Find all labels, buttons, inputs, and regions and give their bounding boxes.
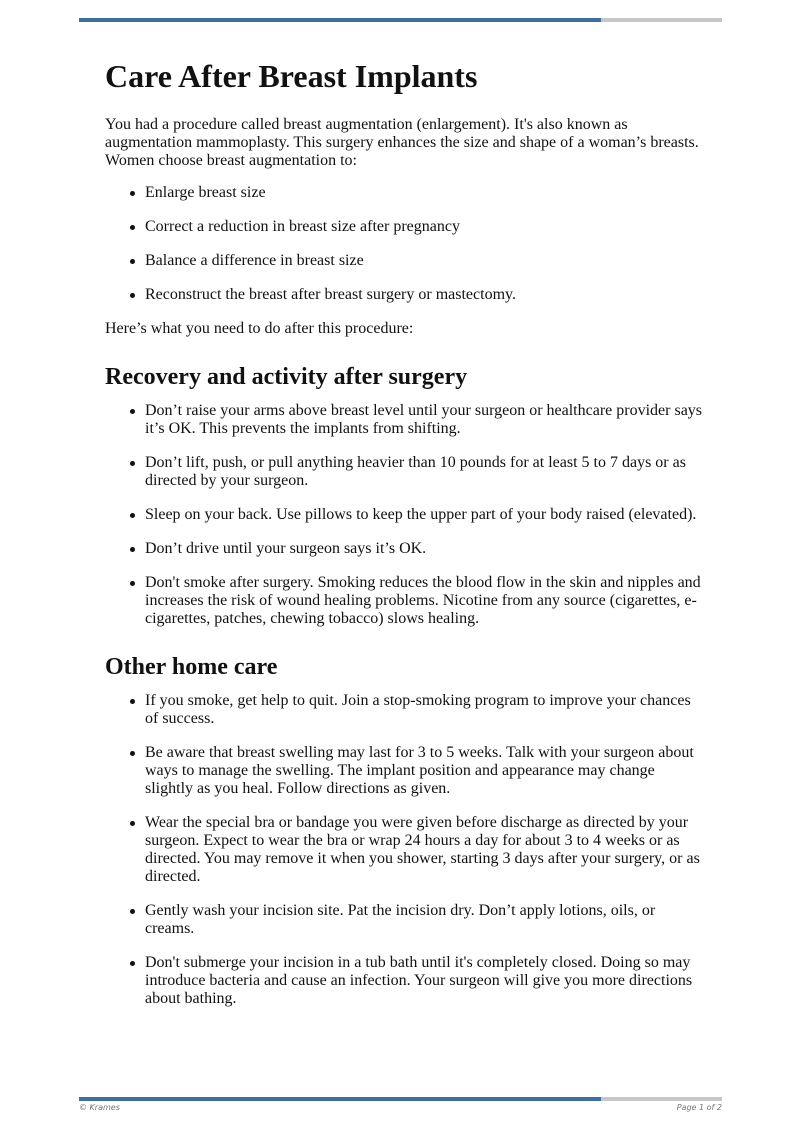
section-heading-recovery: Recovery and activity after surgery: [105, 364, 468, 390]
home-care-list: [105, 692, 705, 1008]
page-title: Care After Breast Implants: [105, 58, 478, 94]
list-item: Reconstruct the breast after breast surgery or mastectomy.: [145, 286, 705, 304]
intro-paragraph: You had a procedure called breast augmentation (enlargement). It's also known as augmentation mammoplasty. This surgery enhances the size and shape of a woman’s breasts. Women choose breast augmentation to:: [105, 116, 699, 169]
footer-rule-muted: [601, 1097, 722, 1101]
list-item: Sleep on your back. Use pillows to keep the upper part of your body raised (elevated).: [145, 506, 705, 524]
list-item: Balance a difference in breast size: [145, 252, 705, 270]
footer-copyright: © Krames: [79, 1103, 120, 1112]
section-heading-home-care: Other home care: [105, 654, 278, 680]
list-item: Don't smoke after surgery. Smoking reduces the blood flow in the skin and nipples and increases the risk of wound healing problems. Nicotine from any source (cigarettes, e-cigarettes, patches, chewing tobacco) slows healing.: [145, 574, 705, 628]
list-item: Wear the special bra or bandage you were given before discharge as directed by your surgeon. Expect to wear the bra or wrap 24 hours a day for about 3 to 4 weeks or as directed. You may remove it when you shower, starting 3 days after your surgery, or as directed.: [145, 814, 705, 886]
footer-rule-accent: [79, 1097, 601, 1101]
list-item: Gently wash your incision site. Pat the incision dry. Don’t apply lotions, oils, or creams.: [145, 902, 705, 938]
header-rule: [79, 18, 722, 22]
list-item: Don't submerge your incision in a tub bath until it's completely closed. Doing so may introduce bacteria and cause an infection. Your surgeon will give you more directions about bathing.: [145, 954, 705, 1008]
header-rule-muted: [601, 18, 722, 22]
recovery-list: [105, 402, 705, 628]
reasons-list: [105, 184, 705, 304]
list-item: Enlarge breast size: [145, 184, 705, 202]
list-item: Don’t lift, push, or pull anything heavier than 10 pounds for at least 5 to 7 days or as directed by your surgeon.: [145, 454, 705, 490]
list-item: If you smoke, get help to quit. Join a stop-smoking program to improve your chances of success.: [145, 692, 705, 728]
header-rule-accent: [79, 18, 601, 22]
footer-rule: [79, 1097, 722, 1101]
footer-page-number: Page 1 of 2: [676, 1103, 722, 1112]
document-body: [105, 56, 705, 1024]
list-item: Don’t drive until your surgeon says it’s OK.: [145, 540, 705, 558]
list-item: Correct a reduction in breast size after pregnancy: [145, 218, 705, 236]
lead-in-paragraph: Here’s what you need to do after this procedure:: [105, 320, 414, 337]
list-item: Be aware that breast swelling may last for 3 to 5 weeks. Talk with your surgeon about ways to manage the swelling. The implant position and appearance may change slightly as you heal. Follow directions as given.: [145, 744, 705, 798]
list-item: Don’t raise your arms above breast level until your surgeon or healthcare provider says it’s OK. This prevents the implants from shifting.: [145, 402, 705, 438]
